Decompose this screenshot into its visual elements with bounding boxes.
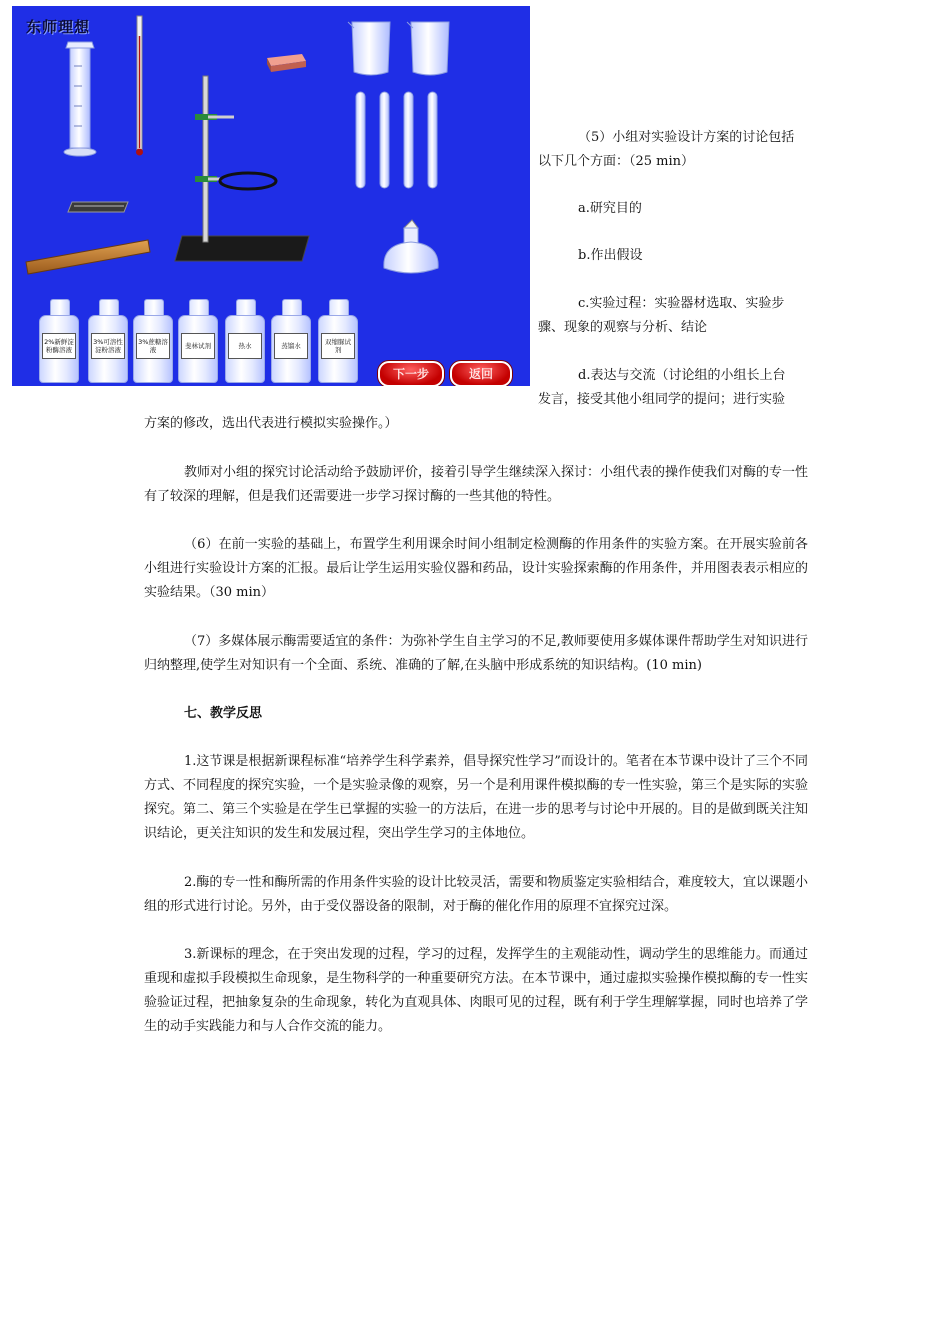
reagent-bottle[interactable] — [271, 299, 311, 383]
item-c-line-2: 骤、现象的观察与分析、结论 — [538, 320, 708, 335]
bottle-label: 斐林试剂 — [181, 333, 215, 359]
reflection-1-paragraph: 1.这节课是根据新课程标准“培养学生科学素养，倡导探究性学习”而设计的。笔者在本节课中设计了三个不同方式、不同程度的探究实验，一个是实验录像的观察，另一个是利用课件模拟酶的专一性实验，第三个是实际的实验探究。第二、第三个实验是在学生已掌握的实验一的方法后，在进一步的思考与讨论中开展的。目的是做到既关注知识结论，更关注知识的发生和发展过程，突出学生学习的主体地位。 — [144, 754, 808, 841]
courseware-logo: 东师理想 — [26, 18, 91, 36]
next-step-button[interactable]: 下一步 — [378, 361, 444, 386]
section-heading: 七、教学反思 — [184, 706, 263, 721]
beaker-icon — [348, 22, 390, 75]
bottle-label: 2%新鲜淀粉酶溶液 — [42, 333, 76, 359]
item-b: b.作出假设 — [578, 248, 643, 263]
graduated-cylinder-icon — [64, 42, 96, 156]
test-tube-icon — [404, 92, 413, 188]
iron-stand-icon — [175, 76, 309, 261]
test-tube-icon — [380, 92, 389, 188]
beaker-icon — [407, 22, 449, 75]
item-d-continuation: 方案的修改，选出代表进行模拟实验操作。） — [144, 416, 398, 431]
item-5-line-2: 以下几个方面：（25 min） — [538, 154, 695, 169]
back-button[interactable]: 返回 — [450, 361, 512, 386]
reagent-bottle[interactable] — [318, 299, 358, 383]
item-a: a.研究目的 — [578, 201, 642, 216]
item-c-line-1: c.实验过程：实验器材选取、实验步 — [578, 296, 785, 311]
test-tube-holder-icon — [26, 240, 150, 274]
wire-gauze-icon — [68, 202, 128, 212]
bottle-label: 3%蔗糖溶液 — [136, 333, 170, 359]
bottle-label: 热水 — [228, 333, 262, 359]
reagent-bottle[interactable] — [225, 299, 265, 383]
alcohol-lamp-icon — [384, 220, 438, 273]
reflection-3-paragraph: 3.新课标的理念，在于突出发现的过程，学习的过程，发挥学生的主观能动性，调动学生的思维能力。而通过重现和虚拟手段模拟生命现象，是生物科学的一种重要研究方法。在本节课中，通过虚拟实验操作模拟酶的专一性实验验证过程，把抽象复杂的生命现象，转化为直观具体、肉眼可见的过程，既有利于学生理解掌握，同时也培养了学生的动手实践能力和与人合作交流的能力。 — [144, 947, 808, 1034]
bottle-label: 双缩脲试剂 — [321, 333, 355, 359]
reagent-bottle[interactable] — [178, 299, 218, 383]
virtual-lab-panel — [12, 6, 530, 386]
item-6-paragraph: （6）在前一实验的基础上，布置学生利用课余时间小组制定检测酶的作用条件的实验方案。在开展实验前各小组进行实验设计方案的汇报。最后让学生运用实验仪器和药品，设计实验探索酶的作用条件，并用图表表示相应的实验结果。（30 min） — [144, 537, 808, 600]
teacher-paragraph: 教师对小组的探究讨论活动给予鼓励评价，接着引导学生继续深入探讨：小组代表的操作使我们对酶的专一性有了较深的理解，但是我们还需要进一步学习探讨酶的一些其他的特性。 — [144, 465, 809, 504]
item-7-paragraph: （7）多媒体展示酶需要适宜的条件：为弥补学生自主学习的不足,教师要使用多媒体课件帮助学生对知识进行归纳整理,使学生对知识有一个全面、系统、准确的了解,在头脑中形成系统的知识结构。(10 min) — [144, 634, 808, 673]
reagent-bottle[interactable] — [88, 299, 128, 383]
bottle-label: 3%可溶性淀粉溶液 — [91, 333, 125, 359]
reagent-bottle[interactable] — [133, 299, 173, 383]
thermometer-icon — [136, 16, 143, 156]
bottle-label: 蒸馏水 — [274, 333, 308, 359]
test-tube-icon — [428, 92, 437, 188]
brick-icon — [267, 54, 306, 72]
reflection-2-paragraph: 2.酶的专一性和酶所需的作用条件实验的设计比较灵活，需要和物质鉴定实验相结合，难度较大，宜以课题小组的形式进行讨论。另外，由于受仪器设备的限制，对于酶的催化作用的原理不宜探究过深。 — [144, 875, 808, 914]
item-d-line-2: 发言，接受其他小组同学的提问；进行实验 — [538, 392, 786, 407]
item-5-line-1: （5）小组对实验设计方案的讨论包括 — [578, 130, 795, 145]
test-tube-icon — [356, 92, 365, 188]
item-d-line-1: d.表达与交流（讨论组的小组长上台 — [578, 368, 786, 383]
reagent-bottle[interactable] — [39, 299, 79, 383]
